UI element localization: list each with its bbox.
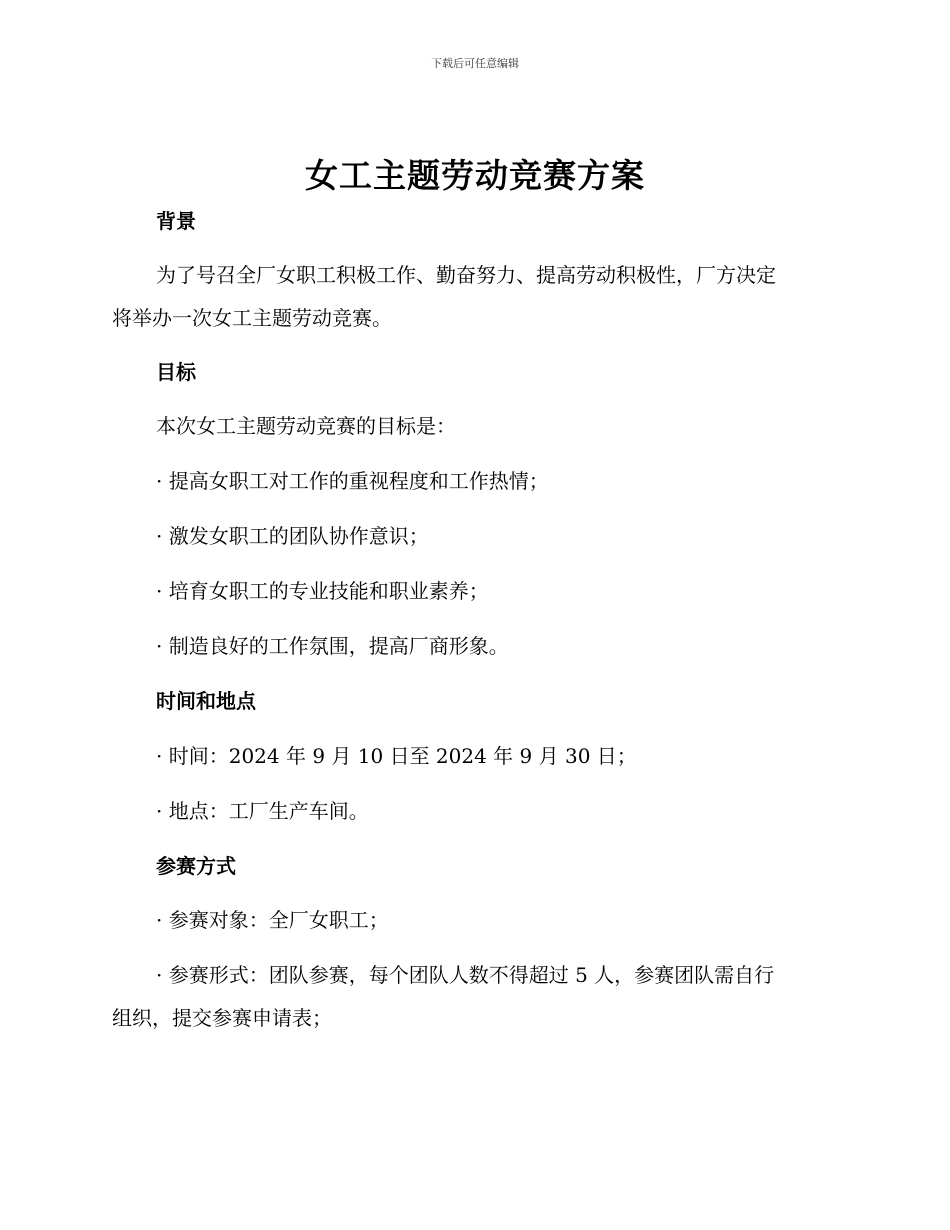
heading-time-place: 时间和地点 (156, 689, 256, 713)
participation-target: · 参赛对象：全厂女职工； (156, 908, 389, 932)
participation-form-line-1: · 参赛形式：团队参赛，每个团队人数不得超过 5 人，参赛团队需自行 (156, 963, 775, 987)
time-line: · 时间：2024 年 9 月 10 日至 2024 年 9 月 30 日； (156, 744, 637, 768)
goal-item-4: · 制造良好的工作氛围，提高厂商形象。 (156, 634, 509, 658)
heading-goals: 目标 (156, 360, 196, 384)
header-note: 下载后可任意编辑 (431, 57, 519, 70)
heading-participation: 参赛方式 (156, 854, 236, 878)
background-line-2: 将举办一次女工主题劳动竞赛。 (112, 306, 392, 330)
place-line: · 地点：工厂生产车间。 (156, 799, 369, 823)
goals-intro: 本次女工主题劳动竞赛的目标是： (156, 414, 456, 438)
background-line-1: 为了号召全厂女职工积极工作、勤奋努力、提高劳动积极性，厂方决定 (156, 263, 776, 287)
goal-item-1: · 提高女职工对工作的重视程度和工作热情； (156, 469, 549, 493)
document-title: 女工主题劳动竞赛方案 (305, 156, 645, 195)
goal-item-3: · 培育女职工的专业技能和职业素养； (156, 579, 489, 603)
participation-form-line-2: 组织，提交参赛申请表； (112, 1006, 332, 1030)
heading-background: 背景 (156, 209, 196, 233)
goal-item-2: · 激发女职工的团队协作意识； (156, 524, 429, 548)
